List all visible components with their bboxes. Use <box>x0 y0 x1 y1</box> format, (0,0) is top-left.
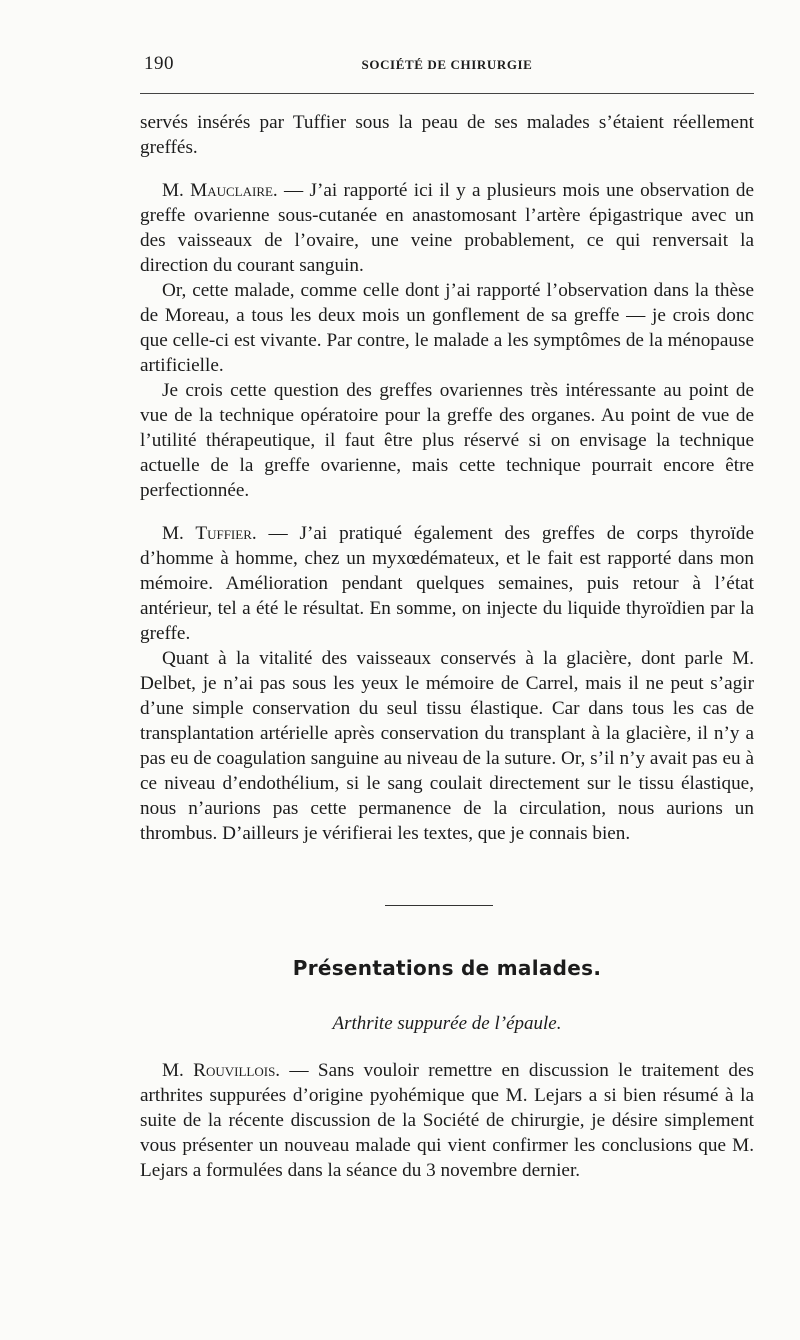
main-text <box>140 110 754 846</box>
section-title: Présentations de malades. <box>292 956 602 980</box>
subsection-title: Arthrite suppurée de l’épaule. <box>332 1013 562 1034</box>
paragraph-text: — Sans vouloir remettre en discussion le traitement des arthrites suppurées d’origine pyohémique que M. Lejars a si bien résumé à la suite de la récente discussion de la Société de chirurgie, je désire simplement vous présenter un nouveau malade qui vient confirmer les conclusions que M. Lejars a formulées dans la séance du 3 novembre dernier. <box>140 1060 754 1181</box>
paragraph: Je crois cette question des greffes ovariennes très intéressante au point de vue de la technique opératoire pour la greffe des organes. Au point de vue de l’utilité thérapeutique, il faut être plus réservé si on envisage la technique actuelle de la greffe ovarienne, mais cette technique pourrait encore être perfectionnée. <box>140 380 754 501</box>
paragraph-mauclaire <box>140 178 754 278</box>
page-header <box>140 53 754 77</box>
paragraph-tuffier <box>140 521 754 646</box>
paragraph: Or, cette malade, comme celle dont j’ai rapporté l’observation dans la thèse de Moreau, a tous les deux mois un gonflement de sa greffe — je crois donc que celle-ci est vivante. Par contre, le malade a les symptômes de la ménopause artificielle. <box>140 280 754 376</box>
section-divider <box>385 905 493 906</box>
header-rule <box>140 93 754 94</box>
section-text <box>140 1058 754 1183</box>
running-title: SOCIÉTÉ DE CHIRURGIE <box>361 57 533 72</box>
paragraph-text: — J’ai rapporté ici il y a plusieurs mois une observation de greffe ovarienne sous-cutanée en anastomosant l’artère épigastrique avec un des vaisseaux de l’ovaire, une veine probablement, ce qui renversait la direction du courant sanguin. <box>140 180 754 276</box>
paragraph-continuation: servés insérés par Tuffier sous la peau de ses malades s’étaient réellement greffés. <box>140 112 754 158</box>
speaker-name: M. Tuffier. <box>162 523 257 544</box>
page-number: 190 <box>144 53 174 74</box>
paragraph: Quant à la vitalité des vaisseaux conservés à la glacière, dont parle M. Delbet, je n’ai pas sous les yeux le mémoire de Carrel, mais il ne peut s’agir d’une simple conservation du seul tissu élastique. Car dans tous les cas de transplantation artérielle après conservation du transplant à la glacière, il n’y a pas eu de coagulation sanguine au niveau de la suture. Or, s’il n’y avait pas eu à ce niveau d’endothélium, si le sang coulait directement sur le tissu élastique, nous n’aurions pas cette permanence de la circulation, nous aurions un thrombus. D’ailleurs je vérifierai les textes, que je connais bien. <box>140 648 754 844</box>
paragraph-rouvillois <box>140 1058 754 1183</box>
speaker-name: M. Rouvillois. <box>162 1060 281 1081</box>
paragraph-text: — J’ai pratiqué également des greffes de corps thyroïde d’homme à homme, chez un myxœdémateux, et le fait est rapporté dans mon mémoire. Amélioration pendant quelques semaines, puis retour à l’état antérieur, tel a été le résultat. En somme, on injecte du liquide thyroïdien par la greffe. <box>140 523 754 644</box>
speaker-name: M. Mauclaire. <box>162 180 278 201</box>
